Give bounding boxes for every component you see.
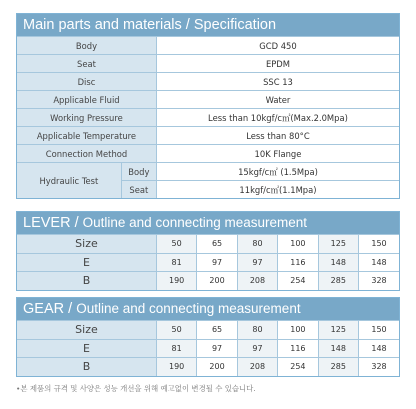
gear-e-cell: 97 [197, 339, 237, 358]
lever-b-cell: 328 [359, 272, 399, 290]
spec-value-connection: 10K Flange [156, 145, 399, 163]
gear-b-cell: 328 [359, 358, 399, 376]
spec-value-temperature: Less than 80°C [156, 127, 399, 145]
spec-value-seat: EPDM [156, 55, 399, 73]
spec-header: Main parts and materials / Specification [17, 14, 399, 36]
lever-e-label: E [17, 253, 156, 272]
gear-b-cell: 285 [318, 358, 358, 376]
hydraulic-body-label: Body [121, 163, 156, 181]
spec-value-fluid: Water [156, 91, 399, 109]
table-row [17, 109, 399, 127]
lever-b-cell: 285 [318, 272, 358, 290]
gear-e-label: E [17, 339, 156, 358]
gear-e-cell: 148 [359, 339, 399, 358]
lever-size-cell: 100 [278, 235, 318, 254]
spec-table [17, 36, 399, 162]
footnote: •본 제품의 규격 및 사양은 성능 개선을 위해 예고없이 변경될 수 있습니다. [16, 384, 256, 393]
gear-e-cell: 81 [156, 339, 196, 358]
table-row [17, 145, 399, 163]
table-row [17, 37, 399, 55]
lever-b-cell: 208 [237, 272, 277, 290]
table-row [17, 235, 399, 254]
gear-subtitle: Outline and connecting measurement [76, 301, 301, 316]
gear-b-cell: 254 [278, 358, 318, 376]
lever-section [16, 211, 400, 291]
table-row [17, 163, 399, 181]
lever-size-cell: 50 [156, 235, 196, 254]
table-row [17, 73, 399, 91]
lever-size-cell: 65 [197, 235, 237, 254]
lever-title: LEVER / [23, 215, 79, 231]
table-row [17, 91, 399, 109]
lever-size-cell: 80 [237, 235, 277, 254]
gear-size-cell: 100 [278, 321, 318, 340]
gear-header [17, 298, 399, 320]
gear-size-cell: 65 [197, 321, 237, 340]
spec-label-disc: Disc [17, 73, 156, 91]
table-row [17, 358, 399, 376]
lever-e-cell: 81 [156, 253, 196, 272]
gear-e-cell: 148 [318, 339, 358, 358]
lever-e-cell: 97 [197, 253, 237, 272]
lever-b-label: B [17, 272, 156, 290]
spec-section [16, 13, 400, 199]
gear-table [17, 320, 399, 376]
spec-label-seat: Seat [17, 55, 156, 73]
gear-b-cell: 200 [197, 358, 237, 376]
hydraulic-body-value: 15kgf/c㎡ (1.5Mpa) [156, 163, 399, 181]
spec-label-temperature: Applicable Temperature [17, 127, 156, 145]
spec-label-fluid: Applicable Fluid [17, 91, 156, 109]
lever-table [17, 234, 399, 290]
lever-b-cell: 254 [278, 272, 318, 290]
hydraulic-seat-value: 11kgf/c㎡(1.1Mpa) [156, 181, 399, 199]
hydraulic-table [17, 162, 399, 198]
spec-value-disc: SSC 13 [156, 73, 399, 91]
lever-e-cell: 116 [278, 253, 318, 272]
gear-size-cell: 150 [359, 321, 399, 340]
gear-b-cell: 190 [156, 358, 196, 376]
table-row [17, 55, 399, 73]
table-row [17, 127, 399, 145]
table-row [17, 321, 399, 340]
lever-size-cell: 150 [359, 235, 399, 254]
gear-size-cell: 50 [156, 321, 196, 340]
lever-e-cell: 97 [237, 253, 277, 272]
gear-e-cell: 97 [237, 339, 277, 358]
spec-value-pressure: Less than 10kgf/c㎡(Max.2.0Mpa) [156, 109, 399, 127]
lever-e-cell: 148 [318, 253, 358, 272]
lever-header [17, 212, 399, 234]
spec-label-pressure: Working Pressure [17, 109, 156, 127]
spec-label-body: Body [17, 37, 156, 55]
table-row [17, 253, 399, 272]
gear-size-label: Size [17, 321, 156, 340]
gear-section [16, 297, 400, 377]
gear-b-cell: 208 [237, 358, 277, 376]
gear-b-label: B [17, 358, 156, 376]
lever-size-cell: 125 [318, 235, 358, 254]
spec-value-body: GCD 450 [156, 37, 399, 55]
lever-b-cell: 200 [197, 272, 237, 290]
gear-e-cell: 116 [278, 339, 318, 358]
lever-subtitle: Outline and connecting measurement [82, 215, 308, 230]
lever-size-label: Size [17, 235, 156, 254]
lever-b-cell: 190 [156, 272, 196, 290]
hydraulic-seat-label: Seat [121, 181, 156, 199]
spec-label-connection: Connection Method [17, 145, 156, 163]
gear-size-cell: 80 [237, 321, 277, 340]
lever-e-cell: 148 [359, 253, 399, 272]
hydraulic-test-label: Hydraulic Test [17, 163, 121, 199]
gear-size-cell: 125 [318, 321, 358, 340]
gear-title: GEAR / [23, 301, 73, 317]
table-row [17, 272, 399, 290]
table-row [17, 339, 399, 358]
